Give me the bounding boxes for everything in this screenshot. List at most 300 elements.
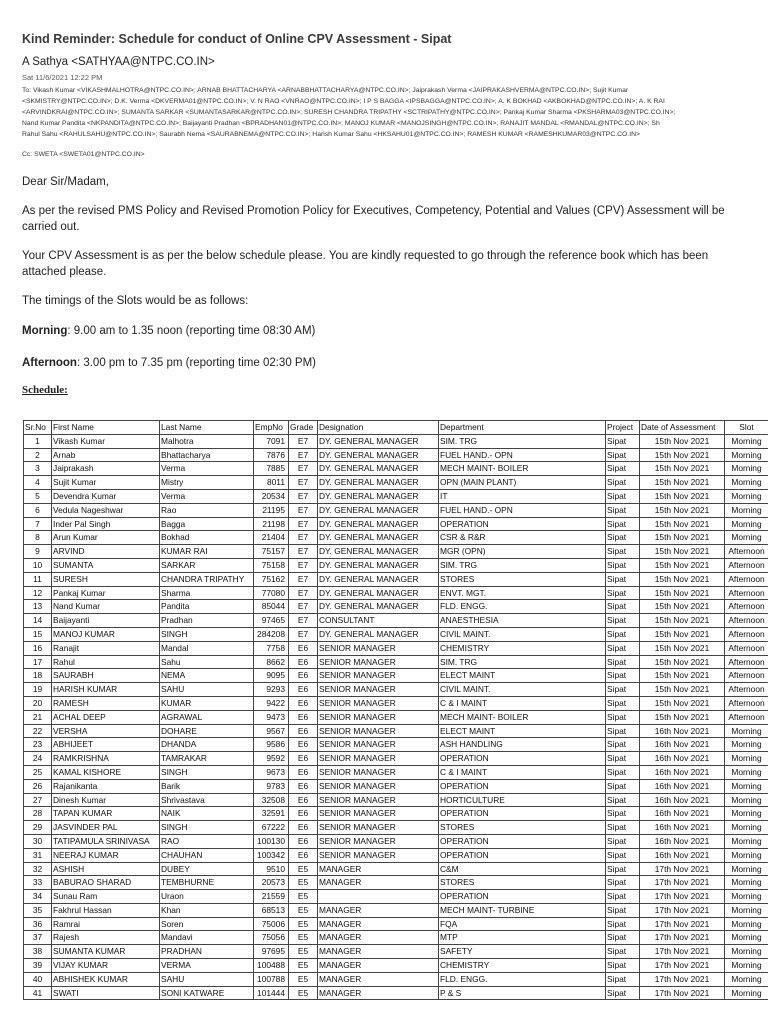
afternoon-text: : 3.00 pm to 7.35 pm (reporting time 02:30 PM): [76, 357, 316, 369]
cell-grade: E6: [289, 669, 318, 683]
cell-project: Sipat: [606, 931, 640, 945]
cell-last-name: SINGH: [160, 627, 254, 641]
cell-designation: SENIOR MANAGER: [318, 683, 439, 697]
cell-slot: Afternoon: [725, 696, 768, 710]
cell-slot: Morning: [725, 738, 768, 752]
table-row: [24, 724, 768, 738]
cell-slot: Morning: [725, 724, 768, 738]
cell-date: 15th Nov 2021: [640, 448, 725, 462]
cell-sr-no: 35: [24, 903, 52, 917]
cell-emp-no: 100488: [254, 959, 289, 973]
cell-first-name: Ranajit: [52, 641, 160, 655]
cell-department: SAFETY: [439, 945, 606, 959]
cell-date: 15th Nov 2021: [640, 434, 725, 448]
cell-department: CIVIL MAINT.: [439, 683, 606, 697]
cell-project: Sipat: [606, 945, 640, 959]
cell-grade: E5: [289, 972, 318, 986]
cell-sr-no: 34: [24, 890, 52, 904]
cell-sr-no: 38: [24, 945, 52, 959]
cell-project: Sipat: [606, 793, 640, 807]
cell-emp-no: 9293: [254, 683, 289, 697]
cell-first-name: TATIPAMULA SRINIVASA: [52, 834, 160, 848]
cell-emp-no: 9567: [254, 724, 289, 738]
cell-project: Sipat: [606, 572, 640, 586]
column-header: Project: [606, 421, 640, 435]
timings-intro: The timings of the Slots would be as follows:: [22, 295, 249, 307]
table-row: [24, 448, 768, 462]
cell-slot: Morning: [725, 834, 768, 848]
paragraph-schedule-info: Your CPV Assessment is as per the below schedule please. You are kindly requested to go through the reference book which has been attached please.: [22, 250, 709, 278]
cell-first-name: Dinesh Kumar: [52, 793, 160, 807]
table-row: [24, 848, 768, 862]
cell-last-name: Malhotra: [160, 434, 254, 448]
cell-grade: E5: [289, 986, 318, 1000]
cell-first-name: BABURAO SHARAD: [52, 876, 160, 890]
cell-department: OPERATION: [439, 890, 606, 904]
table-row: [24, 752, 768, 766]
cell-first-name: Sujit Kumar: [52, 476, 160, 490]
cell-last-name: NAIK: [160, 807, 254, 821]
cell-emp-no: 75006: [254, 917, 289, 931]
cell-grade: E7: [289, 503, 318, 517]
cell-last-name: Mandavi: [160, 931, 254, 945]
cell-date: 16th Nov 2021: [640, 752, 725, 766]
cell-last-name: SARKAR: [160, 558, 254, 572]
cell-last-name: Pradhan: [160, 614, 254, 628]
table-row: [24, 834, 768, 848]
recipient-line: To: Vikash Kumar <VIKASHMALHOTRA@NTPC.CO.IN>; ARNAB BHATTACHARYA <ARNABBHATTACHARYA@NTPC.CO.IN>; Jaiprakash Verma <JAIPRAKASHVERMA@NTPC.CO.IN>; Sujit Kumar: [22, 87, 629, 94]
cell-designation: [318, 890, 439, 904]
cell-designation: DY. GENERAL MANAGER: [318, 627, 439, 641]
cell-project: Sipat: [606, 903, 640, 917]
cell-grade: E6: [289, 738, 318, 752]
afternoon-timing: [22, 355, 752, 371]
cell-date: 15th Nov 2021: [640, 696, 725, 710]
cell-grade: E6: [289, 724, 318, 738]
recipient-line: Nand Kumar Pandita <NKPANDITA@NTPC.CO.IN>; Baijayanti Pradhan <BPRADHAN01@NTPC.CO.IN>; MANOJ KUMAR <MANOJSINGH@NTPC.CO.IN>; RANAJIT MANDAL <RMANDAL@NTPC.CO.IN>; Sh: [22, 120, 660, 127]
cell-department: FUEL HAND.- OPN: [439, 448, 606, 462]
cell-department: FLD. ENGG.: [439, 972, 606, 986]
cell-date: 17th Nov 2021: [640, 862, 725, 876]
cell-project: Sipat: [606, 779, 640, 793]
cell-grade: E7: [289, 489, 318, 503]
cell-emp-no: 284208: [254, 627, 289, 641]
table-row: [24, 600, 768, 614]
cell-emp-no: 9422: [254, 696, 289, 710]
cell-date: 16th Nov 2021: [640, 724, 725, 738]
cell-last-name: AGRAWAL: [160, 710, 254, 724]
table-row: [24, 545, 768, 559]
column-header: Grade: [289, 421, 318, 435]
cell-designation: MANAGER: [318, 959, 439, 973]
cell-last-name: Shrivastava: [160, 793, 254, 807]
cell-department: CIVIL MAINT.: [439, 627, 606, 641]
cell-grade: E7: [289, 627, 318, 641]
cell-designation: DY. GENERAL MANAGER: [318, 600, 439, 614]
cell-project: Sipat: [606, 959, 640, 973]
cell-slot: Afternoon: [725, 641, 768, 655]
table-row: [24, 627, 768, 641]
cell-slot: Afternoon: [725, 614, 768, 628]
cell-date: 15th Nov 2021: [640, 545, 725, 559]
cell-date: 15th Nov 2021: [640, 586, 725, 600]
cell-slot: Morning: [725, 945, 768, 959]
cell-project: Sipat: [606, 614, 640, 628]
table-row: [24, 517, 768, 531]
cell-last-name: Khan: [160, 903, 254, 917]
email-sender[interactable]: A Sathya <SATHYAA@NTPC.CO.IN>: [22, 56, 215, 68]
cell-sr-no: 18: [24, 669, 52, 683]
cell-sr-no: 36: [24, 917, 52, 931]
cell-project: Sipat: [606, 890, 640, 904]
cell-last-name: Uraon: [160, 890, 254, 904]
cell-emp-no: 100788: [254, 972, 289, 986]
cell-emp-no: 9473: [254, 710, 289, 724]
cell-sr-no: 37: [24, 931, 52, 945]
cell-last-name: Soren: [160, 917, 254, 931]
cell-date: 17th Nov 2021: [640, 890, 725, 904]
cell-department: ELECT MAINT: [439, 669, 606, 683]
cell-last-name: SINGH: [160, 821, 254, 835]
cell-project: Sipat: [606, 834, 640, 848]
table-row: [24, 614, 768, 628]
cell-last-name: DHANDA: [160, 738, 254, 752]
cell-grade: E7: [289, 614, 318, 628]
cell-slot: Morning: [725, 752, 768, 766]
table-row: [24, 779, 768, 793]
cell-department: MECH MAINT- BOILER: [439, 710, 606, 724]
cell-date: 15th Nov 2021: [640, 531, 725, 545]
cell-department: STORES: [439, 572, 606, 586]
cell-first-name: NEERAJ KUMAR: [52, 848, 160, 862]
cell-slot: Morning: [725, 517, 768, 531]
morning-text: : 9.00 am to 1.35 noon (reporting time 08:30 AM): [67, 325, 316, 337]
cell-slot: Afternoon: [725, 558, 768, 572]
table-row: [24, 890, 768, 904]
cell-last-name: VERMA: [160, 959, 254, 973]
cell-first-name: Rahul: [52, 655, 160, 669]
cell-sr-no: 9: [24, 545, 52, 559]
cell-emp-no: 7758: [254, 641, 289, 655]
cell-emp-no: 101444: [254, 986, 289, 1000]
cell-last-name: Bokhad: [160, 531, 254, 545]
cell-slot: Afternoon: [725, 683, 768, 697]
column-header: Date of Assessment: [640, 421, 725, 435]
morning-timing: [22, 323, 752, 339]
cell-sr-no: 17: [24, 655, 52, 669]
cell-first-name: Jaiprakash: [52, 462, 160, 476]
cell-designation: DY. GENERAL MANAGER: [318, 517, 439, 531]
table-row: [24, 476, 768, 490]
cell-date: 17th Nov 2021: [640, 986, 725, 1000]
cell-first-name: Ramrai: [52, 917, 160, 931]
cell-emp-no: 7885: [254, 462, 289, 476]
cell-sr-no: 16: [24, 641, 52, 655]
cell-date: 17th Nov 2021: [640, 972, 725, 986]
cell-designation: SENIOR MANAGER: [318, 793, 439, 807]
cell-first-name: JASVINDER PAL: [52, 821, 160, 835]
cell-sr-no: 28: [24, 807, 52, 821]
table-row: [24, 462, 768, 476]
cell-department: OPERATION: [439, 834, 606, 848]
cell-emp-no: 77080: [254, 586, 289, 600]
cell-first-name: RAMKRISHNA: [52, 752, 160, 766]
cell-date: 17th Nov 2021: [640, 945, 725, 959]
cell-date: 15th Nov 2021: [640, 655, 725, 669]
cell-emp-no: 8662: [254, 655, 289, 669]
cell-last-name: RAO: [160, 834, 254, 848]
cell-designation: DY. GENERAL MANAGER: [318, 462, 439, 476]
cell-first-name: TAPAN KUMAR: [52, 807, 160, 821]
cell-designation: DY. GENERAL MANAGER: [318, 586, 439, 600]
cell-sr-no: 13: [24, 600, 52, 614]
cell-emp-no: 100130: [254, 834, 289, 848]
cell-designation: DY. GENERAL MANAGER: [318, 476, 439, 490]
cell-grade: E5: [289, 903, 318, 917]
cell-designation: SENIOR MANAGER: [318, 696, 439, 710]
cell-last-name: SINGH: [160, 765, 254, 779]
cell-date: 16th Nov 2021: [640, 779, 725, 793]
table-row: [24, 489, 768, 503]
cell-department: SIM. TRG: [439, 434, 606, 448]
column-header: First Name: [52, 421, 160, 435]
cell-emp-no: 9673: [254, 765, 289, 779]
cell-emp-no: 68513: [254, 903, 289, 917]
cell-project: Sipat: [606, 586, 640, 600]
cell-designation: SENIOR MANAGER: [318, 834, 439, 848]
table-row: [24, 793, 768, 807]
cell-sr-no: 32: [24, 862, 52, 876]
cell-sr-no: 40: [24, 972, 52, 986]
cell-first-name: ACHAL DEEP: [52, 710, 160, 724]
cell-last-name: KUMAR RAI: [160, 545, 254, 559]
cell-date: 15th Nov 2021: [640, 669, 725, 683]
cell-project: Sipat: [606, 600, 640, 614]
cell-first-name: Fakhrul Hassan: [52, 903, 160, 917]
cell-last-name: Mistry: [160, 476, 254, 490]
cell-date: 15th Nov 2021: [640, 558, 725, 572]
cell-grade: E6: [289, 807, 318, 821]
recipient-line: <SKMISTRY@NTPC.CO.IN>; D.K. Verma <DKVERMA01@NTPC.CO.IN>; V. N RAO <VNRAO@NTPC.CO.IN>; I P S BAGGA <IPSBAGGA@NTPC.CO.IN>; A. K BOKHAD <AKBOKHAD@NTPC.CO.IN>; A. K RAI: [22, 98, 665, 105]
cell-department: C & I MAINT: [439, 765, 606, 779]
cell-department: FUEL HAND.- OPN: [439, 503, 606, 517]
cell-department: STORES: [439, 821, 606, 835]
cell-slot: Morning: [725, 476, 768, 490]
cell-designation: MANAGER: [318, 917, 439, 931]
column-header: Slot: [725, 421, 768, 435]
cell-designation: DY. GENERAL MANAGER: [318, 448, 439, 462]
email-subject: Kind Reminder: Schedule for conduct of Online CPV Assessment - Sipat: [22, 32, 452, 46]
cell-emp-no: 97465: [254, 614, 289, 628]
cell-slot: Morning: [725, 848, 768, 862]
cell-department: OPN (MAIN PLANT): [439, 476, 606, 490]
cell-emp-no: 32591: [254, 807, 289, 821]
column-header: Designation: [318, 421, 439, 435]
table-row: [24, 531, 768, 545]
table-row: [24, 821, 768, 835]
cell-department: SIM. TRG: [439, 558, 606, 572]
table-row: [24, 862, 768, 876]
cell-designation: SENIOR MANAGER: [318, 779, 439, 793]
cell-project: Sipat: [606, 765, 640, 779]
cell-project: Sipat: [606, 627, 640, 641]
cell-sr-no: 26: [24, 779, 52, 793]
cell-grade: E6: [289, 655, 318, 669]
table-row: [24, 917, 768, 931]
cell-department: MECH MAINT- BOILER: [439, 462, 606, 476]
cell-date: 17th Nov 2021: [640, 931, 725, 945]
cell-department: IT: [439, 489, 606, 503]
cell-department: SIM. TRG: [439, 655, 606, 669]
cell-date: 17th Nov 2021: [640, 876, 725, 890]
cell-designation: SENIOR MANAGER: [318, 765, 439, 779]
cell-project: Sipat: [606, 448, 640, 462]
column-header: EmpNo: [254, 421, 289, 435]
cell-project: Sipat: [606, 462, 640, 476]
cell-last-name: Sahu: [160, 655, 254, 669]
cell-grade: E7: [289, 448, 318, 462]
cell-grade: E6: [289, 848, 318, 862]
cell-date: 15th Nov 2021: [640, 489, 725, 503]
cell-date: 16th Nov 2021: [640, 765, 725, 779]
cell-grade: E5: [289, 917, 318, 931]
cell-sr-no: 2: [24, 448, 52, 462]
cell-project: Sipat: [606, 752, 640, 766]
cell-project: Sipat: [606, 683, 640, 697]
cell-department: MECH MAINT- TURBINE: [439, 903, 606, 917]
table-row: [24, 738, 768, 752]
cell-department: OPERATION: [439, 517, 606, 531]
cell-date: 15th Nov 2021: [640, 503, 725, 517]
table-row: [24, 434, 768, 448]
cell-project: Sipat: [606, 876, 640, 890]
cell-emp-no: 67222: [254, 821, 289, 835]
cell-department: MGR (OPN): [439, 545, 606, 559]
cell-first-name: Nand Kumar: [52, 600, 160, 614]
cell-slot: Morning: [725, 765, 768, 779]
cell-emp-no: 21404: [254, 531, 289, 545]
cell-first-name: Baijayanti: [52, 614, 160, 628]
cell-last-name: SAHU: [160, 683, 254, 697]
cell-date: 17th Nov 2021: [640, 903, 725, 917]
cell-grade: E7: [289, 517, 318, 531]
cell-project: Sipat: [606, 434, 640, 448]
cell-department: ENVT. MGT.: [439, 586, 606, 600]
cell-designation: MANAGER: [318, 972, 439, 986]
cell-designation: DY. GENERAL MANAGER: [318, 572, 439, 586]
cell-first-name: Arun Kumar: [52, 531, 160, 545]
cell-sr-no: 31: [24, 848, 52, 862]
cell-project: Sipat: [606, 641, 640, 655]
cell-designation: SENIOR MANAGER: [318, 752, 439, 766]
cell-project: Sipat: [606, 972, 640, 986]
cell-grade: E7: [289, 600, 318, 614]
cell-date: 16th Nov 2021: [640, 738, 725, 752]
table-row: [24, 641, 768, 655]
cell-project: Sipat: [606, 807, 640, 821]
cell-designation: MANAGER: [318, 862, 439, 876]
cell-first-name: Devendra Kumar: [52, 489, 160, 503]
cell-project: Sipat: [606, 476, 640, 490]
cell-designation: SENIOR MANAGER: [318, 641, 439, 655]
cell-project: Sipat: [606, 669, 640, 683]
cell-emp-no: 9095: [254, 669, 289, 683]
cell-sr-no: 12: [24, 586, 52, 600]
cell-project: Sipat: [606, 738, 640, 752]
cell-grade: E6: [289, 641, 318, 655]
cell-slot: Morning: [725, 807, 768, 821]
table-row: [24, 558, 768, 572]
cell-last-name: Bhattacharya: [160, 448, 254, 462]
cell-last-name: TAMRAKAR: [160, 752, 254, 766]
table-row: [24, 696, 768, 710]
cell-department: FQA: [439, 917, 606, 931]
cell-department: HORTICULTURE: [439, 793, 606, 807]
cell-slot: Morning: [725, 793, 768, 807]
cell-grade: E6: [289, 710, 318, 724]
cell-department: ASH HANDLING: [439, 738, 606, 752]
cell-date: 16th Nov 2021: [640, 834, 725, 848]
cell-project: Sipat: [606, 821, 640, 835]
cell-sr-no: 25: [24, 765, 52, 779]
cell-designation: DY. GENERAL MANAGER: [318, 489, 439, 503]
table-row: [24, 959, 768, 973]
cell-department: OPERATION: [439, 807, 606, 821]
cell-grade: E5: [289, 876, 318, 890]
cell-sr-no: 4: [24, 476, 52, 490]
cell-sr-no: 7: [24, 517, 52, 531]
cell-sr-no: 30: [24, 834, 52, 848]
cell-last-name: Pandita: [160, 600, 254, 614]
table-row: [24, 586, 768, 600]
cell-department: ANAESTHESIA: [439, 614, 606, 628]
cell-designation: MANAGER: [318, 876, 439, 890]
cell-first-name: SWATI: [52, 986, 160, 1000]
cell-grade: E7: [289, 531, 318, 545]
email-date: Sat 11/6/2021 12:22 PM: [22, 73, 103, 82]
cell-last-name: NEMA: [160, 669, 254, 683]
schedule-heading: Schedule:: [22, 384, 68, 396]
cell-sr-no: 27: [24, 793, 52, 807]
cell-slot: Morning: [725, 448, 768, 462]
cell-last-name: Verma: [160, 489, 254, 503]
cell-sr-no: 22: [24, 724, 52, 738]
cell-designation: SENIOR MANAGER: [318, 807, 439, 821]
table-row: [24, 710, 768, 724]
cell-designation: DY. GENERAL MANAGER: [318, 531, 439, 545]
cell-grade: E6: [289, 683, 318, 697]
cell-slot: Morning: [725, 986, 768, 1000]
cell-emp-no: 75157: [254, 545, 289, 559]
cell-project: Sipat: [606, 558, 640, 572]
cell-slot: Morning: [725, 489, 768, 503]
cell-sr-no: 10: [24, 558, 52, 572]
cell-slot: Morning: [725, 972, 768, 986]
cell-designation: CONSULTANT: [318, 614, 439, 628]
cell-last-name: Barik: [160, 779, 254, 793]
cell-first-name: Inder Pal Singh: [52, 517, 160, 531]
cell-first-name: Arnab: [52, 448, 160, 462]
cell-emp-no: 75056: [254, 931, 289, 945]
cell-first-name: Rajesh: [52, 931, 160, 945]
cell-designation: SENIOR MANAGER: [318, 724, 439, 738]
cell-project: Sipat: [606, 862, 640, 876]
cell-department: CHEMISTRY: [439, 641, 606, 655]
cell-first-name: MANOJ KUMAR: [52, 627, 160, 641]
cell-department: C & I MAINT: [439, 696, 606, 710]
cell-emp-no: 9783: [254, 779, 289, 793]
email-recipients: [22, 85, 752, 140]
